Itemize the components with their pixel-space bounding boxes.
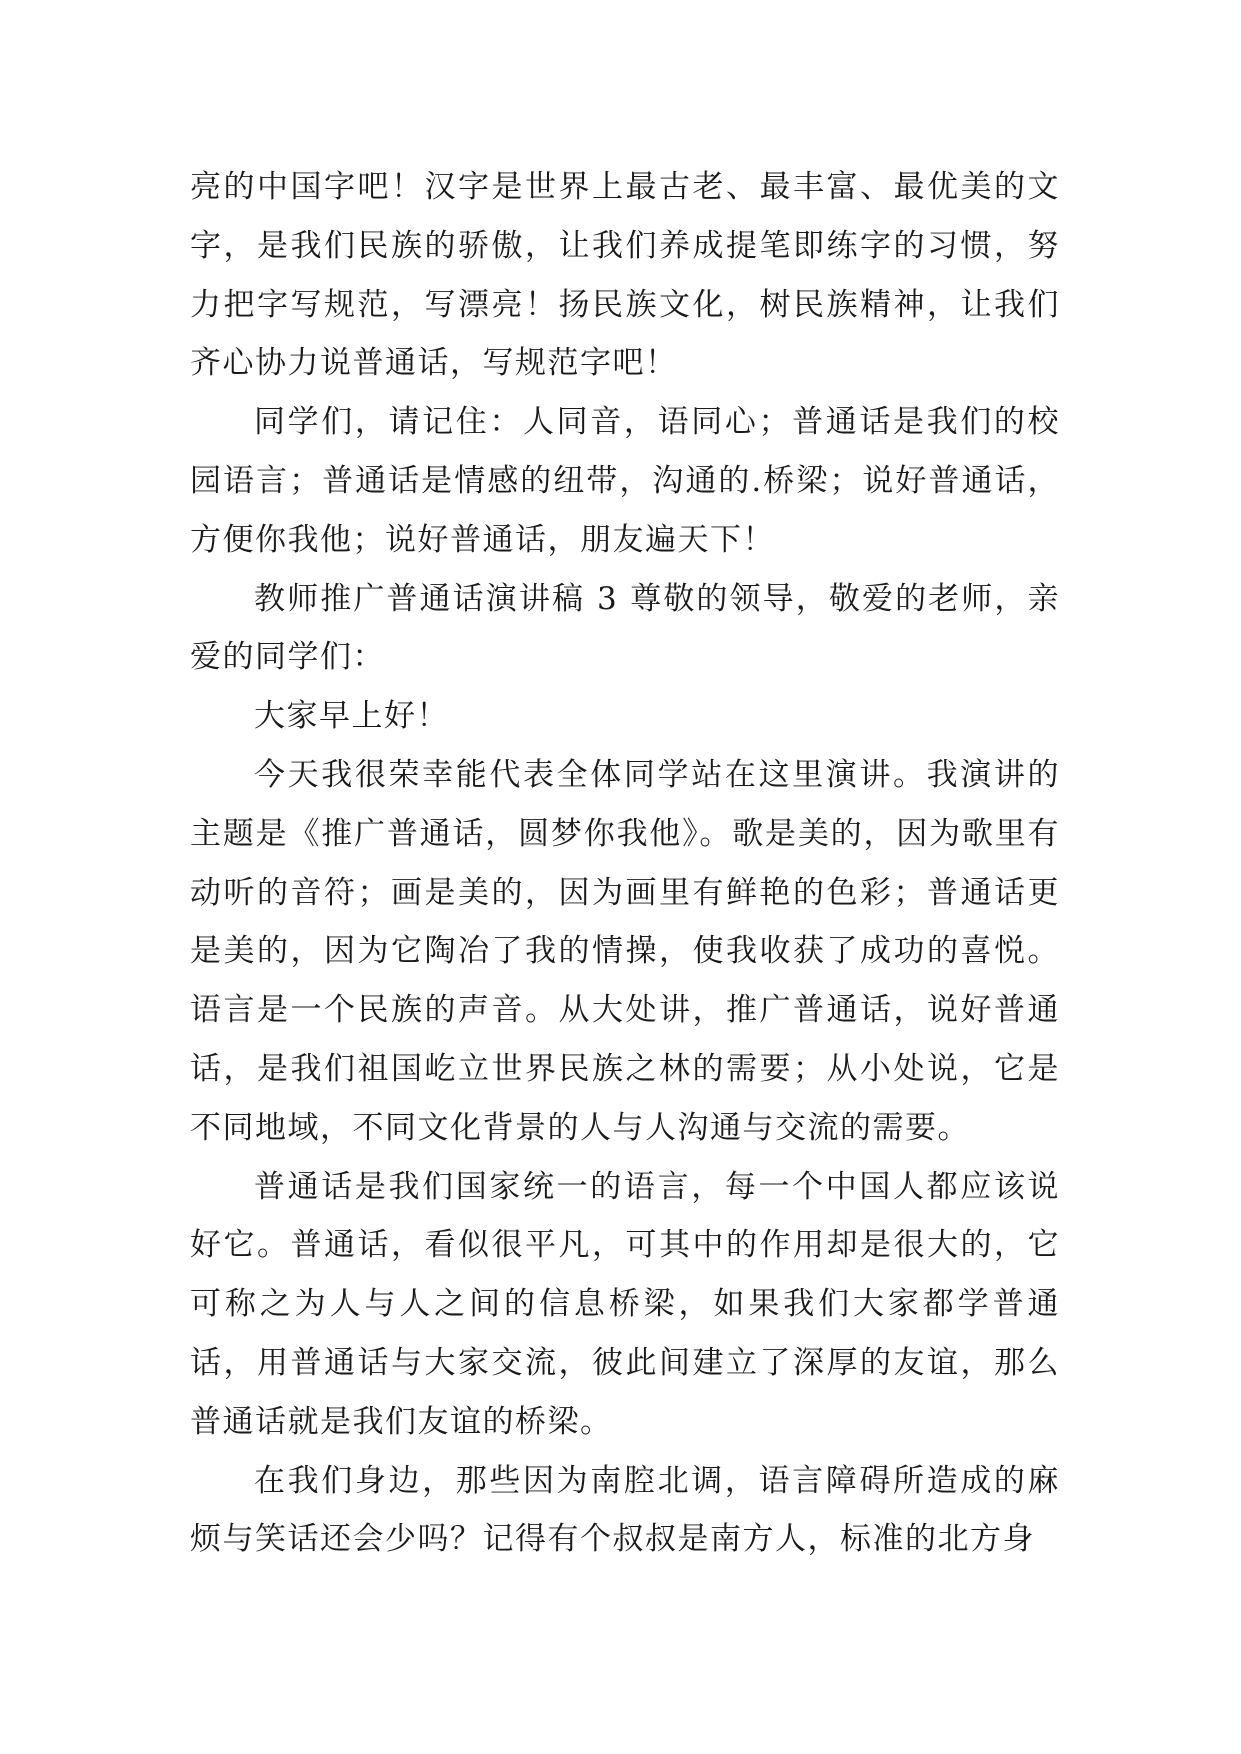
paragraph: 今天我很荣幸能代表全体同学站在这里演讲。我演讲的主题是《推广普通话，圆梦你我他》。歌是美的，因为歌里有动听的音符；画是美的，因为画里有鲜艳的色彩；普通话更是美的，因为它陶冶了我的情操，使我收获了成功的喜悦。语言是一个民族的声音。从大处讲，推广普通话，说好普通话，是我们祖国屹立世界民族之林的需要；从小处说，它是不同地域，不同文化背景的人与人沟通与交流的需要。: [190, 756, 1060, 1146]
paragraph: 亮的中国字吧！汉字是世界上最古老、最丰富、最优美的文字，是我们民族的骄傲，让我们养成提笔即练字的习惯，努力把字写规范，写漂亮！扬民族文化，树民族精神，让我们齐心协力说普通话，写规范字吧！: [190, 169, 1060, 382]
paragraph: 在我们身边，那些因为南腔北调，语言障碍所造成的麻烦与笑话还会少吗？记得有个叔叔是南方人，标准的北方身: [190, 1462, 1060, 1558]
paragraph: 同学们，请记住：人同音，语同心；普通话是我们的校园语言；普通话是情感的纽带，沟通的.桥梁；说好普通话，方便你我他；说好普通话，朋友遍天下！: [190, 404, 1060, 558]
paragraph: 大家早上好！: [254, 698, 449, 735]
document-body: [190, 158, 1060, 1569]
paragraph: 教师推广普通话演讲稿 3 尊敬的领导，敬爱的老师，亲爱的同学们：: [190, 580, 1060, 676]
paragraph: 普通话是我们国家统一的语言，每一个中国人都应该说好它。普通话，看似很平凡，可其中的作用却是很大的，它可称之为人与人之间的信息桥梁，如果我们大家都学普通话，用普通话与大家交流，彼此间建立了深厚的友谊，那么普通话就是我们友谊的桥梁。: [190, 1168, 1060, 1440]
